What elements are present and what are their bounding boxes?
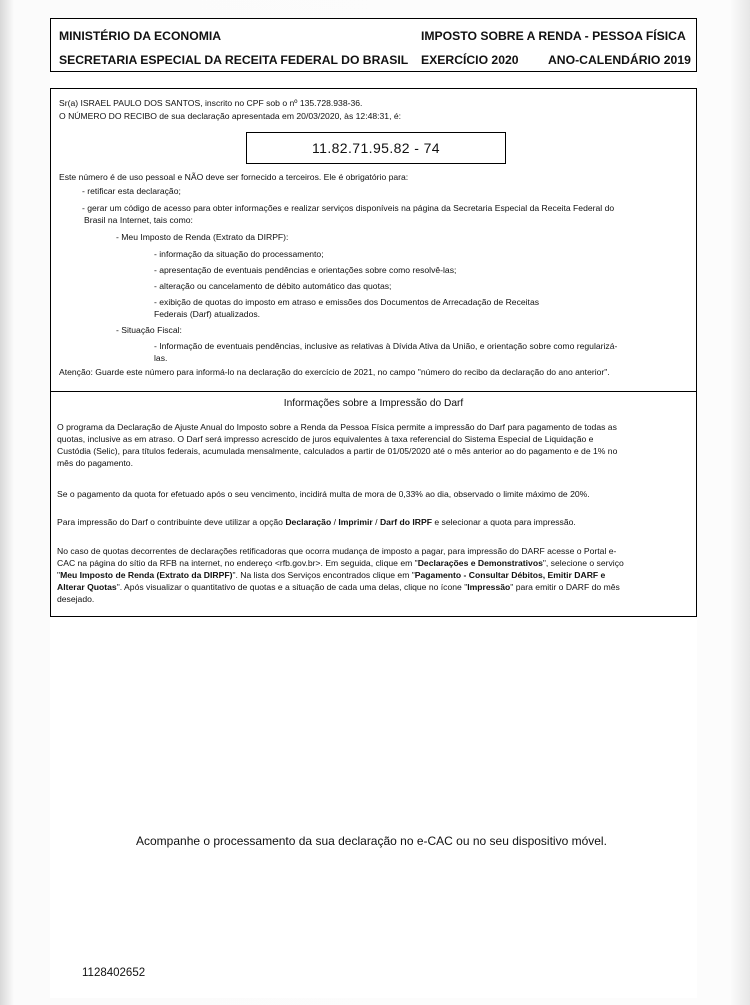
sub-item: - apresentação de eventuais pendências e orientações sobre como resolvê-las;	[154, 265, 457, 275]
sub-item: - alteração ou cancelamento de débito automático das quotas;	[154, 281, 392, 291]
sub-item-cont: las.	[154, 353, 168, 363]
ministry-label: MINISTÉRIO DA ECONOMIA	[59, 29, 222, 43]
darf-paragraph-1: mês do pagamento.	[57, 458, 133, 468]
situacao-fiscal-item: - Situação Fiscal:	[116, 325, 182, 335]
usage-intro: Este número é de uso pessoal e NÃO deve ser fornecido a terceiros. Ele é obrigatório para:	[59, 172, 409, 182]
sub-item: - informação da situação do processamento;	[154, 249, 324, 259]
darf-paragraph-1: quotas, inclusive as em atraso. O Darf será impresso acrescido de juros equivalentes à taxa referencial do Sistema Especial de Liquidação e	[57, 434, 594, 444]
darf-paragraph-1: O programa da Declaração de Ajuste Anual do Imposto sobre a Renda da Pessoa Física permite a impressão do Darf para pagamento de todas as	[57, 422, 617, 432]
darf-paragraph-4: "Meu Imposto de Renda (Extrato da DIRPF)". Na lista dos Serviços encontrados clique em "Pagamento - Consultar Débitos, Emitir DARF e	[57, 570, 606, 580]
darf-paragraph-1: Custódia (Selic), para títulos federais, acumulada mensalmente, calculados a partir de 01/05/2020 até o mês anterior ao do pagamento e de 1% no	[57, 446, 618, 456]
darf-paragraph-4: desejado.	[57, 594, 95, 604]
exercise-label: EXERCÍCIO 2020	[421, 53, 519, 67]
attention-note: Atenção: Guarde este número para informá-lo na declaração do exercício de 2021, no campo "número do recibo da declaração do ano anterior".	[59, 367, 610, 377]
sub-item: - exibição de quotas do imposto em atraso e emissões dos Documentos de Arrecadação de Receitas	[154, 297, 540, 307]
darf-paragraph-2: Se o pagamento da quota for efetuado após o seu vencimento, incidirá multa de mora de 0,33% ao dia, observado o limite máximo de 20%.	[57, 489, 590, 499]
document-header	[50, 18, 697, 72]
section-divider	[51, 391, 696, 392]
receipt-section	[50, 88, 697, 617]
darf-section-title: Informações sobre a Impressão do Darf	[283, 398, 464, 409]
meu-imposto-item: - Meu Imposto de Renda (Extrato da DIRPF):	[116, 232, 289, 242]
tax-title: IMPOSTO SOBRE A RENDA - PESSOA FÍSICA	[421, 29, 686, 43]
sub-item-cont: Federais (Darf) atualizados.	[154, 309, 261, 319]
darf-paragraph-3: Para impressão do Darf o contribuinte deve utilizar a opção Declaração / Imprimir / Darf do IRPF e selecionar a quota para impressão.	[57, 517, 576, 527]
calendar-year-label: ANO-CALENDÁRIO 2019	[548, 53, 691, 67]
receipt-number-intro: O NÚMERO DO RECIBO de sua declaração apresentada em 20/03/2020, às 12:48:31, é:	[59, 111, 402, 121]
sub-item: - Informação de eventuais pendências, inclusive as relativas à Dívida Ativa da União, e orientação sobre como regularizá-	[154, 341, 618, 351]
receipt-number-box	[246, 132, 506, 164]
darf-paragraph-4: No caso de quotas decorrentes de declarações retificadoras que ocorra mudança de imposto a pagar, para impressão do DARF acesse o Portal e-	[57, 546, 617, 556]
darf-paragraph-4: Alterar Quotas". Após visualizar o quantitativo de quotas e a situação de cada uma delas, clique no ícone "Impressão" para emitir o DARF do mês	[57, 582, 620, 592]
footer-message: Acompanhe o processamento da sua declaração no e-CAC ou no seu dispositivo móvel.	[136, 834, 607, 848]
item-rectify: - retificar esta declaração;	[82, 186, 181, 196]
darf-paragraph-4: CAC na página do sítio da RFB na internet, no endereço <rfb.gov.br>. Em seguida, clique em "Declarações e Demonstrativos", selecione o serviço	[57, 558, 624, 568]
receipt-number: 11.82.71.95.82 - 74	[312, 140, 440, 156]
taxpayer-line: Sr(a) ISRAEL PAULO DOS SANTOS, inscrito no CPF sob o nº 135.728.938-36.	[59, 98, 363, 108]
item-access-code-cont: Brasil na Internet, tais como:	[84, 215, 193, 225]
secretariat-label: SECRETARIA ESPECIAL DA RECEITA FEDERAL DO BRASIL	[59, 53, 409, 67]
document-code: 1128402652	[82, 967, 146, 979]
item-access-code: - gerar um código de acesso para obter informações e realizar serviços disponíveis na página da Secretaria Especial da Receita Federal do	[82, 203, 615, 213]
